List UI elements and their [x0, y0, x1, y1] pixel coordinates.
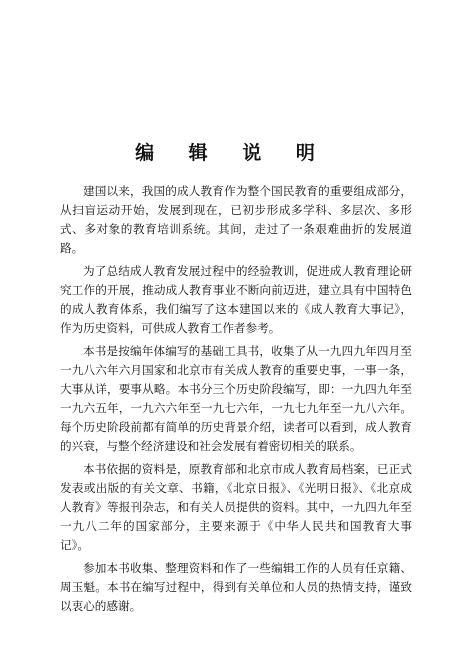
paragraph-3: 本书是按编年体编写的基础工具书，收集了从一九四九年四月至一九八六年六月国家和北京市有关成人教育的重要史事，一事一条，大事从详，要事从略。本书分三个历史阶段编写，即：一九四九年至一九六五年，一九六六年至一九七六年，一九七九年至一九八六年。每个历史阶段前都有简单的历史背景介绍，读者可以看到，成人教育的兴衰，与整个经济建设和社会发展有着密切相关的联系。: [60, 344, 412, 453]
paragraph-5: 参加本书收集、整理资料和作了一些编辑工作的人员有任京籍、周玉魁。本书在编写过程中，得到有关单位和人员的热情支持，谨致以衷心的感谢。: [60, 561, 412, 613]
body-text: [60, 182, 412, 620]
paragraph-4: 本书依据的资料是，原教育部和北京市成人教育局档案，已正式发表或出版的有关文章、书籍，《北京日报》、《光明日报》、《北京成人教育》等报刊杂志，和有关人员提供的资料。其中，一九四九年至一九八二年的国家部分，主要来源于《中华人民共和国教育大事记》。: [60, 462, 412, 552]
paragraph-2: 为了总结成人教育发展过程中的经验教训，促进成人教育理论研究工作的开展，推动成人教育事业不断向前迈进，建立具有中国特色的成人教育体系，我们编写了这本建国以来的《成人教育大事记》，作为历史资料，可供成人教育工作者参考。: [60, 264, 412, 335]
paragraph-1: 建国以来，我国的成人教育作为整个国民教育的重要组成部分，从扫盲运动开始，发展到现在，已初步形成多学科、多层次、多形式、多对象的教育培训系统。其间，走过了一条艰难曲折的发展道路。: [60, 184, 412, 255]
page-title: 编 辑 说 明: [135, 142, 329, 164]
